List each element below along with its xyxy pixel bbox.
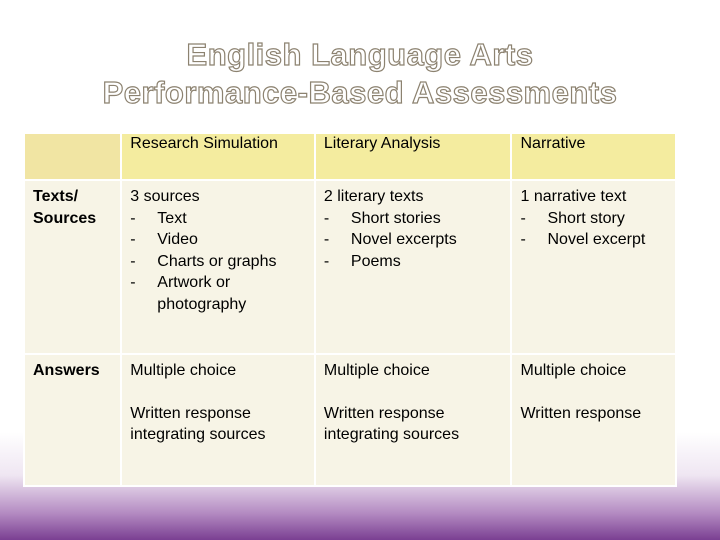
research-answer-1: Multiple choice [130, 362, 237, 379]
list-item: - Short stories [323, 209, 441, 227]
research-texts-list [130, 208, 306, 316]
row-label-answers: Answers [24, 354, 121, 486]
cell-narrative-texts [511, 180, 676, 354]
narrative-texts-lead: 1 narrative text [520, 188, 627, 205]
list-item: - Short story [520, 209, 625, 227]
list-item: - Text [130, 209, 187, 227]
table-row-texts-sources [24, 180, 676, 354]
narrative-answer-2: Written response [520, 404, 642, 422]
header-narrative: Narrative [511, 133, 676, 180]
list-item: - Novel excerpt [520, 231, 646, 248]
header-row [24, 133, 676, 180]
row-label-texts-sources: Texts/ Sources [24, 180, 121, 354]
research-texts-lead: 3 sources [130, 188, 200, 205]
list-item: - Artwork or photography [130, 274, 247, 313]
cell-research-answers [121, 354, 315, 486]
slide-title [0, 36, 720, 112]
header-corner-cell [24, 133, 121, 180]
narrative-answer-1: Multiple choice [520, 362, 627, 379]
literary-texts-list [324, 208, 503, 273]
cell-research-texts [121, 180, 315, 354]
title-line-1: English Language Arts [186, 37, 534, 72]
assessment-table [23, 132, 677, 487]
narrative-texts-list [520, 208, 667, 251]
cell-literary-texts [315, 180, 512, 354]
cell-narrative-answers [511, 354, 676, 486]
list-item: - Poems [323, 252, 401, 270]
header-research-simulation: Research Simulation [121, 133, 315, 180]
cell-literary-answers [315, 354, 512, 486]
literary-answer-1: Multiple choice [323, 362, 430, 379]
list-item: - Novel excerpts [323, 231, 457, 248]
title-line-2: Performance-Based Assessments [102, 75, 618, 110]
literary-answer-2: Written response integrating sources [323, 404, 460, 443]
list-item: - Charts or graphs [130, 252, 277, 270]
literary-texts-lead: 2 literary texts [323, 188, 424, 205]
research-answer-2: Written response integrating sources [130, 404, 266, 443]
header-literary-analysis: Literary Analysis [315, 133, 512, 180]
table-row-answers [24, 354, 676, 486]
list-item: - Video [130, 231, 198, 248]
